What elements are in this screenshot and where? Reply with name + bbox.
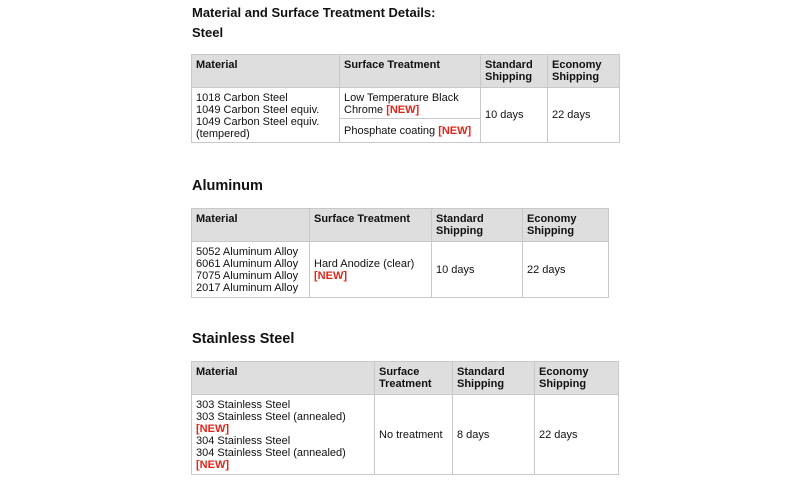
material-item: 7075 Aluminum Alloy [196,269,299,282]
material-item: 2017 Aluminum Alloy [196,281,299,294]
economy-shipping-cell: 22 days [535,395,619,475]
steel-materials-cell [192,88,340,143]
aluminum-table [191,208,609,298]
economy-shipping-header: Economy Shipping [523,209,609,242]
steel-table [191,54,620,143]
standard-shipping-cell: 10 days [432,242,523,298]
stainless-materials-cell [192,395,375,475]
material-header: Material [192,55,340,88]
material-item: 304 Stainless Steel (annealed) [196,446,346,459]
treatment-text: Hard Anodize (clear) [314,257,415,270]
page-title: Material and Surface Treatment Details: [192,5,436,20]
treatment-text: Low Temperature Black Chrome [344,92,459,116]
aluminum-materials-cell [192,242,310,298]
surface-treatment-cell [340,119,481,143]
standard-shipping-header: Standard Shipping [453,362,535,395]
new-badge: [NEW] [196,422,229,435]
material-header: Material [192,209,310,242]
standard-shipping-header: Standard Shipping [432,209,523,242]
material-item: 5052 Aluminum Alloy [196,245,299,258]
economy-shipping-header: Economy Shipping [548,55,620,88]
economy-shipping-cell: 22 days [548,88,620,143]
new-badge: [NEW] [314,269,347,282]
surface-treatment-header: Surface Treatment [340,55,481,88]
surface-treatment-header: Surface Treatment [375,362,453,395]
surface-treatment-cell: No treatment [375,395,453,475]
stainless-steel-heading: Stainless Steel [192,331,295,347]
standard-shipping-header: Standard Shipping [481,55,548,88]
aluminum-heading: Aluminum [192,178,263,194]
surface-treatment-header: Surface Treatment [310,209,432,242]
economy-shipping-cell: 22 days [523,242,609,298]
new-badge: [NEW] [438,124,472,137]
material-item: 303 Stainless Steel [196,398,291,411]
material-header: Material [192,362,375,395]
new-badge: [NEW] [386,104,420,116]
material-item: 303 Stainless Steel (annealed) [196,410,346,423]
steel-heading: Steel [192,25,224,40]
material-item: 1049 Carbon Steel equiv. (tempered) [196,116,320,140]
standard-shipping-cell: 8 days [453,395,535,475]
new-badge: [NEW] [196,458,229,471]
treatment-text: Phosphate coating [344,124,436,137]
material-item: 6061 Aluminum Alloy [196,257,299,270]
material-item: 304 Stainless Steel [196,434,291,447]
surface-treatment-cell [340,88,481,119]
material-item: 1018 Carbon Steel [196,92,288,104]
standard-shipping-cell: 10 days [481,88,548,143]
surface-treatment-cell [310,242,432,298]
stainless-steel-table [191,361,619,475]
economy-shipping-header: Economy Shipping [535,362,619,395]
material-item: 1049 Carbon Steel equiv. [196,104,320,116]
